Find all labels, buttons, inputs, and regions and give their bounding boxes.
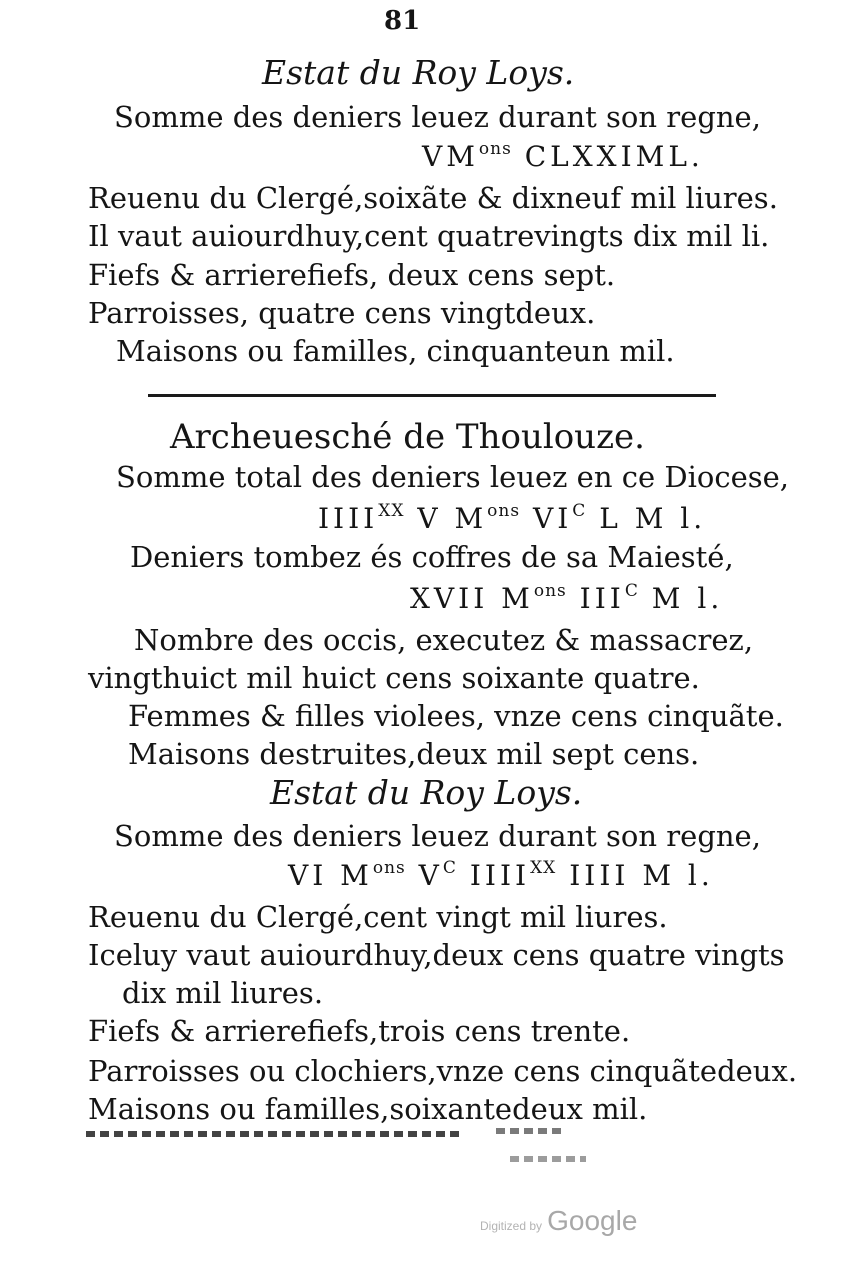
section-1-worth-today: Il vaut auiourdhuy,cent quatrevingts dix mil li. <box>88 219 770 253</box>
section-3-worth-today-line2: dix mil liures. <box>122 976 324 1010</box>
google-logo: Google <box>547 1205 638 1236</box>
section-3-sum-value: VI $M^{ons}$ $V^C$ $IIII^{XX}$ IIII M l. <box>288 858 714 892</box>
section-1-houses: Maisons ou familles, cinquanteun mil. <box>116 334 675 368</box>
section-1-fiefs: Fiefs & arrierefiefs, deux cens sept. <box>88 258 616 292</box>
section-3-worth-today-line1: Iceluy vaut auiourdhuy,deux cens quatre vingts <box>88 938 785 972</box>
section-2-killed-line1: Nombre des occis, executez & massacrez, <box>134 623 754 657</box>
section-3-parishes: Parroisses ou clochiers,vnze cens cinquãtedeux. <box>88 1054 798 1088</box>
section-2-coffers-value: XVII $M^{ons}$ $III^C$ M l. <box>410 581 724 615</box>
section-2-coffers-label: Deniers tombez és coffres de sa Maiesté, <box>130 540 734 574</box>
section-2-killed-line2: vingthuict mil huict cens soixante quatre. <box>88 661 700 695</box>
section-1-parishes: Parroisses, quatre cens vingtdeux. <box>88 296 596 330</box>
section-2-houses-destroyed: Maisons destruites,deux mil sept cens. <box>128 737 700 771</box>
section-3-sum-label: Somme des deniers leuez durant son regne, <box>114 819 761 853</box>
section-2-sum-value: $IIII^{XX}$ V $M^{ons}$ $VI^C$ L M l. <box>318 501 707 535</box>
section-2-title: Archeuesché de Thoulouze. <box>170 417 645 457</box>
ink-smudge <box>510 1156 586 1162</box>
ink-smudge <box>86 1131 462 1137</box>
section-3-houses: Maisons ou familles,soixantedeux mil. <box>88 1092 648 1126</box>
section-divider <box>148 394 716 397</box>
section-1-revenue: Reuenu du Clergé,soixãte & dixneuf mil liures. <box>88 181 778 215</box>
section-1-title: Estat du Roy Loys. <box>262 53 575 92</box>
digitized-watermark <box>480 1205 637 1237</box>
section-1-sum-label: Somme des deniers leuez durant son regne, <box>114 100 761 134</box>
section-3-fiefs: Fiefs & arrierefiefs,trois cens trente. <box>88 1014 631 1048</box>
section-2-women: Femmes & filles violees, vnze cens cinquãte. <box>128 699 784 733</box>
ink-smudge <box>496 1128 562 1134</box>
section-3-title: Estat du Roy Loys. <box>270 773 583 812</box>
section-2-sum-label: Somme total des deniers leuez en ce Diocese, <box>116 460 789 494</box>
section-3-revenue: Reuenu du Clergé,cent vingt mil liures. <box>88 900 668 934</box>
page-number: 81 <box>384 6 421 36</box>
section-1-sum-value: $VM^{ons}$ CLXXIML. <box>422 139 704 173</box>
watermark-prefix: Digitized by <box>480 1219 543 1233</box>
